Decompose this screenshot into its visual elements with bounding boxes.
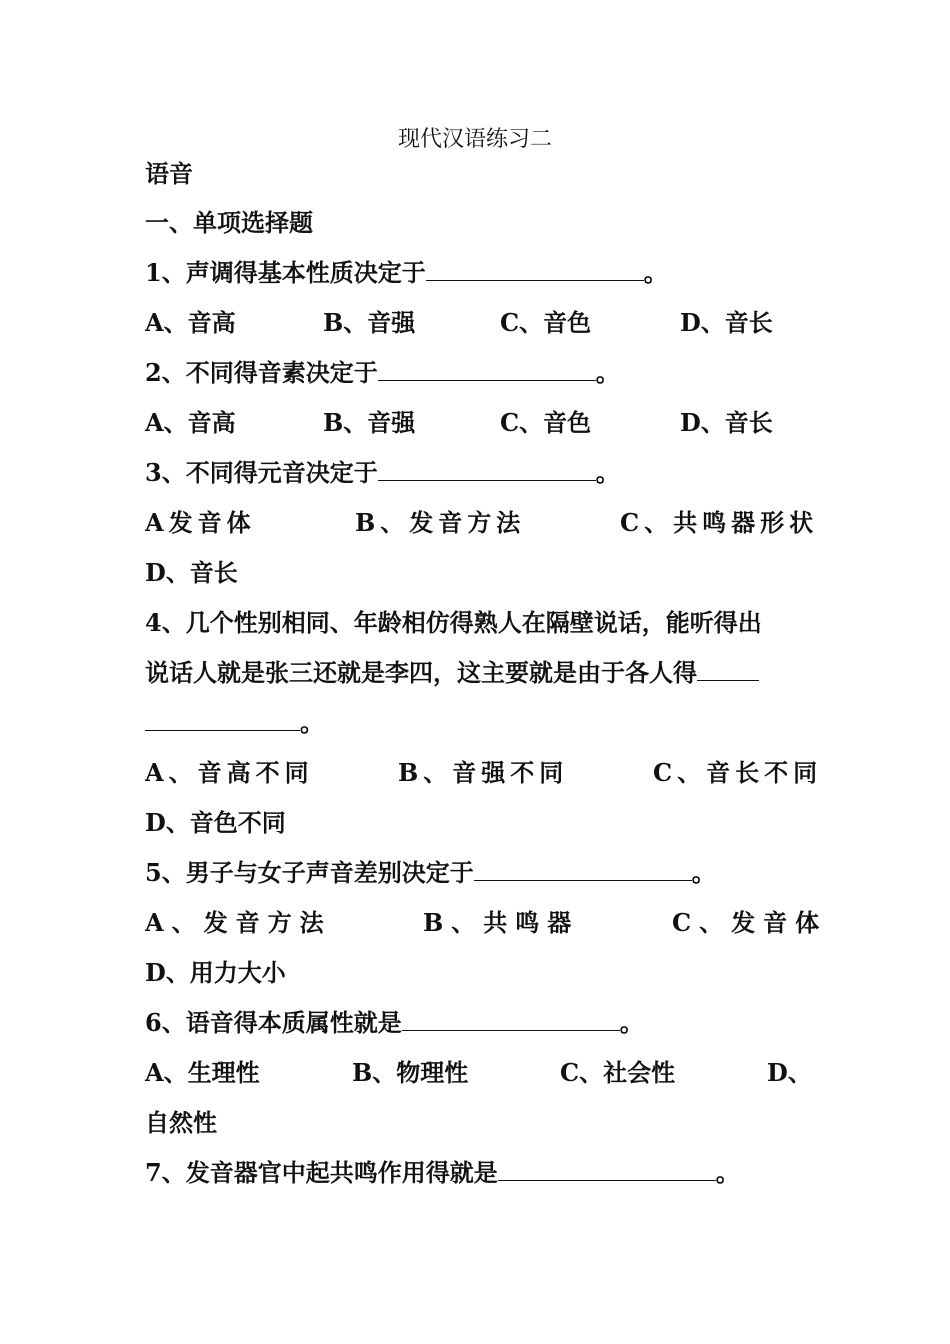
option-c[interactable]: C、音色 [500, 408, 592, 437]
option-a[interactable]: A、发音方法 [145, 908, 332, 937]
question-4-line-1: 4、几个性别相同、年龄相仿得熟人在隔壁说话，能听得出 [145, 608, 762, 637]
option-b[interactable]: B、发音方法 [355, 508, 526, 537]
question-4-line-3 [145, 707, 324, 739]
question-text: 5、男子与女子声音差别决定于 [145, 858, 474, 887]
question-5 [145, 857, 716, 889]
question-text: 2、不同得音素决定于 [145, 358, 378, 387]
question-text: 1、声调得基本性质决定于 [145, 258, 426, 287]
answer-blank[interactable] [378, 458, 596, 481]
option-a[interactable]: A、生理性 [145, 1058, 260, 1087]
option-d[interactable]: D、音色不同 [145, 808, 286, 837]
question-end: 。 [643, 258, 668, 287]
question-7 [145, 1157, 740, 1189]
option-c[interactable]: C、发音体 [672, 908, 828, 937]
question-3 [145, 457, 620, 489]
option-d-continued: 自然性 [145, 1108, 217, 1137]
option-a[interactable]: A发音体 [145, 508, 256, 537]
question-end: 。 [691, 858, 716, 887]
question-text: 3、不同得元音决定于 [145, 458, 378, 487]
section-heading: 语音 [145, 159, 193, 188]
option-a[interactable]: A、音高不同 [145, 758, 314, 787]
answer-blank[interactable] [378, 358, 596, 381]
option-a[interactable]: A、音高 [145, 308, 236, 337]
option-c[interactable]: C、音长不同 [653, 758, 823, 787]
answer-blank[interactable] [402, 1008, 620, 1031]
question-end: 。 [300, 708, 324, 737]
question-2 [145, 357, 620, 389]
option-d[interactable]: D、音长 [680, 408, 773, 437]
question-text: 7、发音器官中起共鸣作用得就是 [145, 1158, 498, 1187]
question-end: 。 [715, 1158, 740, 1187]
answer-blank[interactable] [474, 858, 692, 881]
answer-blank[interactable] [697, 658, 759, 681]
option-d[interactable]: D、用力大小 [145, 958, 286, 987]
question-end: 。 [595, 458, 620, 487]
option-b[interactable]: B、音强 [323, 308, 416, 337]
option-d[interactable]: D、音长 [145, 558, 238, 587]
option-b[interactable]: B、共鸣器 [423, 908, 580, 937]
question-4-line-2 [145, 657, 759, 689]
question-end: 。 [595, 358, 620, 387]
option-c[interactable]: C、共鸣器形状 [620, 508, 819, 537]
option-c[interactable]: C、社会性 [560, 1058, 676, 1087]
option-b[interactable]: B、音强不同 [398, 758, 569, 787]
option-d[interactable]: D、 [767, 1058, 812, 1087]
page-title: 现代汉语练习二 [397, 127, 552, 152]
question-text: 说话人就是张三还就是李四，这主要就是由于各人得 [145, 658, 697, 687]
question-1 [145, 257, 668, 289]
answer-blank[interactable] [426, 258, 644, 281]
option-c[interactable]: C、音色 [500, 308, 592, 337]
answer-blank[interactable] [498, 1158, 716, 1181]
answer-blank-continued[interactable] [145, 708, 300, 731]
option-a[interactable]: A、音高 [145, 408, 236, 437]
option-b[interactable]: B、音强 [323, 408, 416, 437]
subsection-heading: 一、单项选择题 [145, 208, 313, 237]
option-b[interactable]: B、物理性 [352, 1058, 469, 1087]
option-d[interactable]: D、音长 [680, 308, 773, 337]
question-6 [145, 1007, 644, 1039]
question-end: 。 [619, 1008, 644, 1037]
question-text: 6、语音得本质属性就是 [145, 1008, 402, 1037]
